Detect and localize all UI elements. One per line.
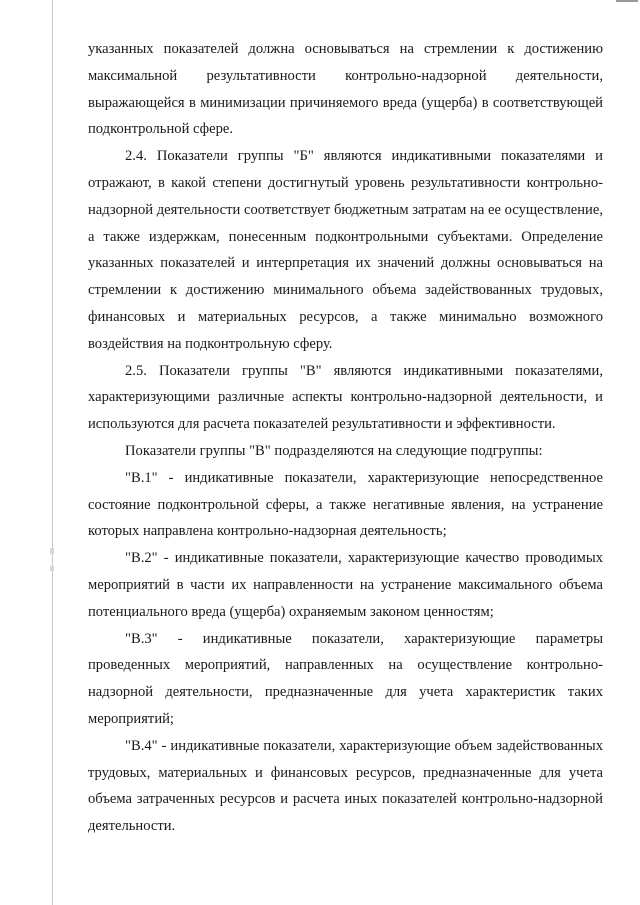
paragraph-2-5: 2.5. Показатели группы "В" являются индикативными показателями, характеризующими различные аспекты контрольно-надзорной деятельности, и используются для расчета показателей результативности и эффективности. xyxy=(88,362,603,433)
paragraph-subgroup-b3: "В.3" - индикативные показатели, характеризующие параметры проведенных мероприятий, направленных на осуществление контрольно-надзорной деятельности, предназначенные для учета характеристик таких мероприятий; xyxy=(88,630,603,727)
paragraph-subgroup-b1: "В.1" - индикативные показатели, характеризующие непосредственное состояние подконтрольной сферы, а также негативные явления, на устранение которых направлена контрольно-надзорная деятельность; xyxy=(88,469,603,540)
corner-scan-mark xyxy=(616,0,638,2)
paragraph-2-4: 2.4. Показатели группы "Б" являются индикативными показателями и отражают, в какой степени достигнутый уровень результативности контрольно-надзорной деятельности соответствует бюджетным затратам на ее осуществление, а также издержкам, понесенным подконтрольными субъектами. Определение указанных показателей и интерпретация их значений должны основываться на стремлении к достижению минимального объема задействованных трудовых, финансовых и материальных ресурсов, а также минимально возможного воздействия на подконтрольную сферу. xyxy=(88,148,603,352)
binding-edge-line xyxy=(52,0,53,905)
paragraph-continuation: указанных показателей должна основываться на стремлении к достижению максимальной результативности контрольно-надзорной деятельности, выражающейся в минимизации причиняемого вреда (ущерба) в соответствующей подконтрольной сфере. xyxy=(88,41,603,138)
scan-artifact xyxy=(50,566,54,571)
document-body xyxy=(88,36,603,840)
paragraph-subgroups-intro: Показатели группы "В" подразделяются на следующие подгруппы: xyxy=(125,442,543,459)
scan-artifact xyxy=(50,548,54,554)
paragraph-subgroup-b4: "В.4" - индикативные показатели, характеризующие объем задействованных трудовых, материальных и финансовых ресурсов, предназначенные для учета объема затраченных ресурсов и расчета иных показателей контрольно-надзорной деятельности. xyxy=(88,737,603,835)
paragraph-subgroup-b2: "В.2" - индикативные показатели, характеризующие качество проводимых мероприятий в части их направленности на устранение максимального объема потенциального вреда (ущерба) охраняемым законом ценностям; xyxy=(88,550,603,620)
